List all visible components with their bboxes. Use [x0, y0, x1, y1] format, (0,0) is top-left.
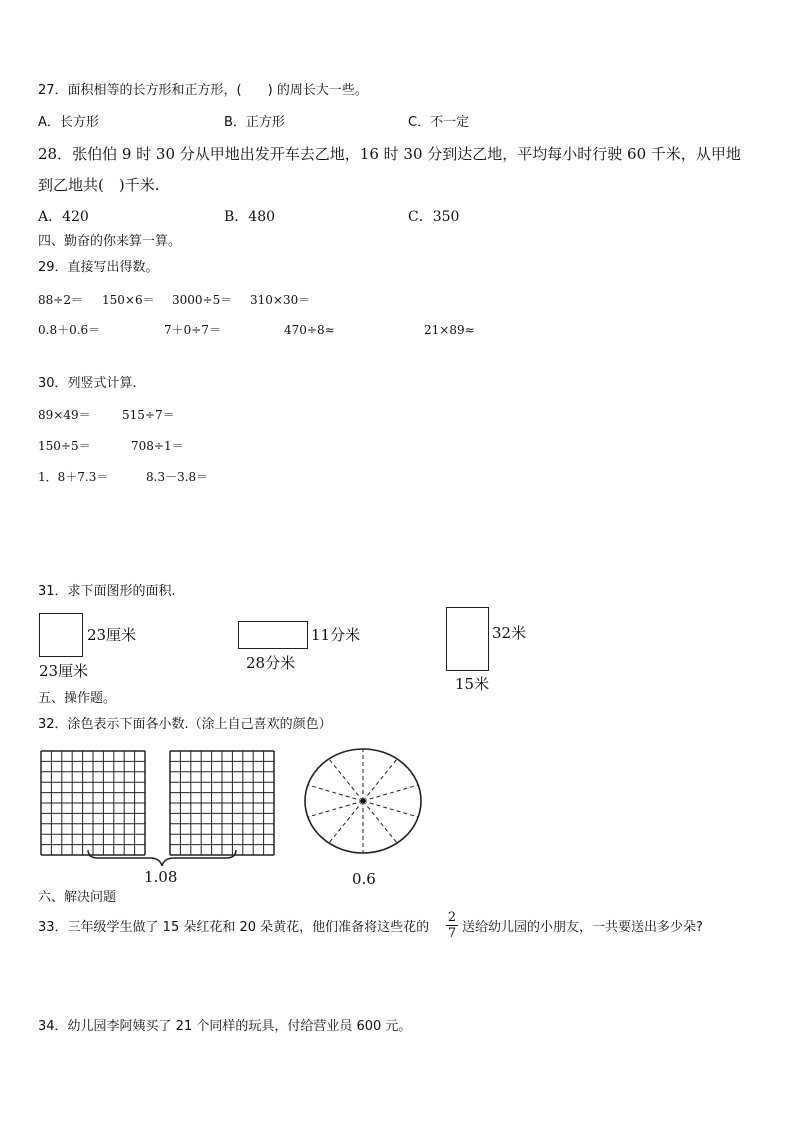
q27-stem: 27．面积相等的长方形和正方形，( ) 的周长大一些。 [38, 83, 368, 98]
q29-expr: 470÷8≈ [284, 323, 335, 337]
fraction-numerator: 2 [447, 910, 457, 925]
q27-option-c: C．不一定 [408, 115, 470, 130]
q33-stem-suffix: 送给幼儿园的小朋友，一共要送出多少朵? [462, 920, 703, 935]
q28-option-c: C．350 [408, 209, 460, 225]
section-4-heading: 四、勤奋的你来算一算。 [38, 234, 182, 249]
grid-brace [88, 850, 236, 866]
q28-option-a: A．420 [38, 209, 89, 225]
grid-value-label: 1.08 [144, 868, 178, 886]
q30-expr: 8.3－3.8＝ [146, 470, 209, 484]
q29-expr: 7＋0÷7＝ [164, 323, 221, 337]
rectangle-bottom-label: 28分米 [246, 654, 296, 672]
circle-spoke [329, 759, 363, 801]
hundred-grid-left [41, 751, 145, 855]
circle-spoke [363, 801, 418, 817]
q29-expr: 3000÷5＝ [172, 293, 233, 307]
q30-expr: 150÷5＝ [38, 439, 91, 453]
q27-option-a: A．长方形 [38, 115, 99, 130]
q29-expr: 310×30＝ [250, 293, 311, 307]
q33-stem-prefix: 33．三年级学生做了 15 朵红花和 20 朵黄花，他们准备将这些花的 [38, 920, 430, 935]
q29-stem: 29．直接写出得数。 [38, 260, 159, 275]
square-bottom-label: 23厘米 [39, 662, 89, 680]
q32-stem: 32．涂色表示下面各小数.（涂上自己喜欢的颜色） [38, 717, 332, 732]
circle-spoke [363, 801, 397, 843]
q29-expr: 0.8＋0.6＝ [38, 323, 101, 337]
q33-fraction [446, 910, 458, 941]
q28-stem-line2: 到乙地共( )千米. [38, 176, 160, 194]
section-5-heading: 五、操作题。 [38, 691, 117, 706]
fraction-denominator: 7 [447, 926, 457, 941]
q31-stem: 31．求下面图形的面积. [38, 584, 176, 599]
q34-stem: 34．幼儿园李阿姨买了 21 个同样的玩具，付给营业员 600 元。 [38, 1019, 412, 1034]
circle-spoke [308, 785, 363, 801]
hundred-grid-right [170, 751, 274, 855]
q28-stem-line1: 28．张伯伯 9 时 30 分从甲地出发开车去乙地，16 时 30 分到达乙地，平均每小时行驶 60 千米，从甲地 [38, 145, 741, 163]
circle-spoke [329, 801, 363, 843]
q29-expr: 88÷2＝ [38, 293, 83, 307]
section-6-heading: 六、解决问题 [38, 890, 117, 905]
q30-expr: 89×49＝ [38, 408, 91, 422]
q27-option-b: B．正方形 [224, 115, 285, 130]
q30-expr: 708÷1＝ [131, 439, 184, 453]
tall-rectangle-side-label: 32米 [492, 624, 527, 642]
q30-stem: 30．列竖式计算. [38, 376, 137, 391]
circle-spoke [363, 759, 397, 801]
tall-rectangle-bottom-label: 15米 [455, 675, 490, 693]
square-side-label: 23厘米 [87, 626, 137, 644]
circle-spoke [363, 785, 418, 801]
q28-option-b: B．480 [224, 209, 276, 225]
q29-expr: 150×6＝ [102, 293, 155, 307]
rectangle-side-label: 11分米 [311, 626, 361, 644]
circle-spoke [308, 801, 363, 817]
q30-expr: 515÷7＝ [122, 408, 175, 422]
q29-expr: 21×89≈ [424, 323, 475, 337]
q30-expr: 1．8＋7.3＝ [38, 470, 109, 484]
circle-center [361, 799, 366, 804]
circle-value-label: 0.6 [352, 870, 376, 888]
